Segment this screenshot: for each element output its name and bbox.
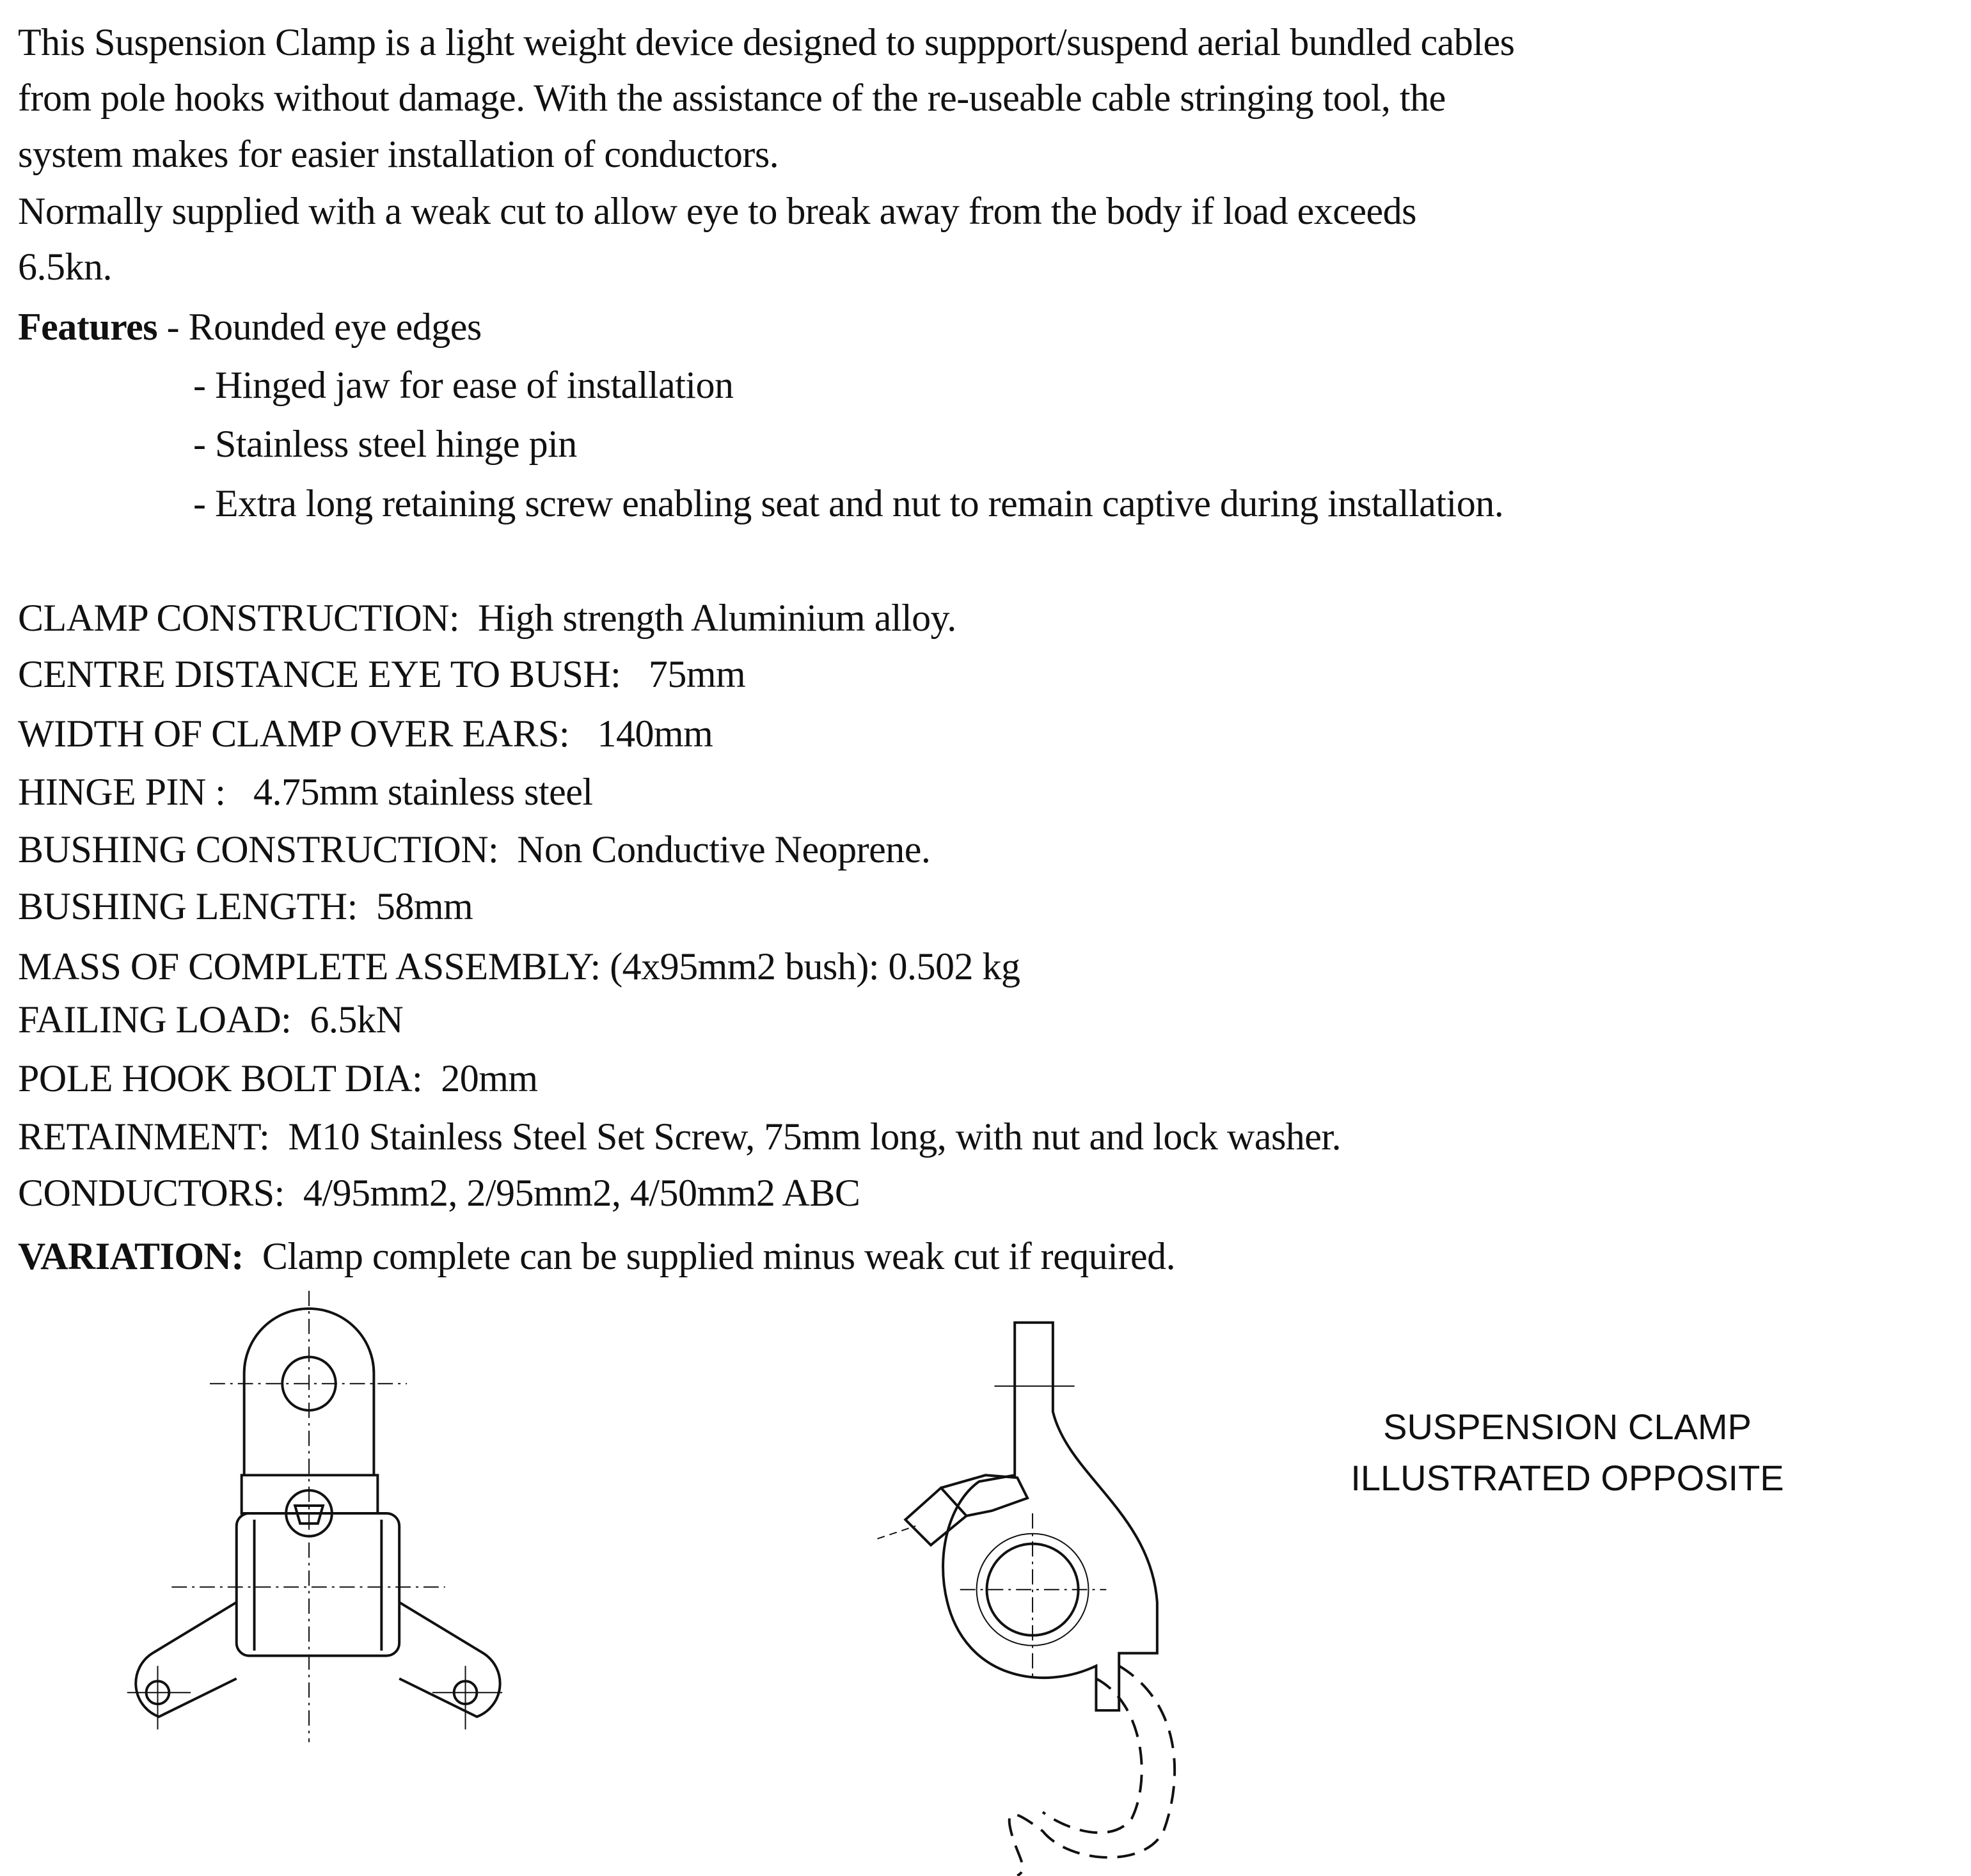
spec-value: 75mm: [648, 653, 746, 695]
spec-label: MASS OF COMPLETE ASSEMBLY:: [18, 945, 601, 988]
spec-value: (4x95mm2 bush): 0.502 kg: [610, 945, 1020, 988]
spec-value: 4/95mm2, 2/95mm2, 4/50mm2 ABC: [303, 1172, 860, 1214]
spec-value: 58mm: [376, 885, 473, 927]
spec-label: POLE HOOK BOLT DIA:: [18, 1057, 423, 1100]
intro-line: 6.5kn.: [18, 246, 112, 288]
intro-line: This Suspension Clamp is a light weight device designed to suppport/suspend aerial bundled cables: [18, 21, 1515, 63]
intro-line: Normally supplied with a weak cut to allow eye to break away from the body if load exceeds: [18, 190, 1416, 232]
spec-label: CENTRE DISTANCE EYE TO BUSH:: [18, 653, 621, 695]
variation-label: VARIATION:: [18, 1235, 244, 1277]
feature-item: - Stainless steel hinge pin: [193, 423, 577, 465]
caption-line: ILLUSTRATED OPPOSITE: [1350, 1458, 1784, 1498]
variation-value: Clamp complete can be supplied minus weak cut if required.: [262, 1235, 1176, 1277]
spec-value: M10 Stainless Steel Set Screw, 75mm long, with nut and lock washer.: [288, 1115, 1342, 1158]
spec-label: FAILING LOAD:: [18, 998, 292, 1041]
spec-label: BUSHING CONSTRUCTION:: [18, 828, 499, 871]
feature-item: - Extra long retaining screw enabling seat and nut to remain captive during installation.: [193, 482, 1504, 524]
caption-line: SUSPENSION CLAMP: [1383, 1407, 1752, 1447]
front-view-drawing: [127, 1291, 502, 1742]
spec-value: Non Conductive Neoprene.: [517, 828, 931, 871]
spec-label: CLAMP CONSTRUCTION:: [18, 597, 460, 639]
feature-item: - Hinged jaw for ease of installation: [193, 364, 734, 406]
intro-line: system makes for easier installation of conductors.: [18, 133, 779, 175]
side-view-drawing: [878, 1323, 1175, 1876]
features-label: Features: [18, 306, 158, 348]
spec-label: HINGE PIN :: [18, 771, 226, 813]
feature-item: - Rounded eye edges: [166, 306, 482, 348]
spec-label: WIDTH OF CLAMP OVER EARS:: [18, 713, 569, 755]
spec-value: 140mm: [597, 713, 713, 755]
spec-value: 20mm: [441, 1057, 538, 1100]
spec-label: BUSHING LENGTH:: [18, 885, 358, 927]
spec-label: CONDUCTORS:: [18, 1172, 285, 1214]
spec-value: High strength Aluminium alloy.: [478, 597, 956, 639]
spec-value: 6.5kN: [310, 998, 404, 1041]
spec-label: RETAINMENT:: [18, 1115, 270, 1158]
intro-line: from pole hooks without damage. With the assistance of the re-useable cable stringing tool, the: [18, 77, 1446, 119]
spec-value: 4.75mm stainless steel: [253, 771, 593, 813]
